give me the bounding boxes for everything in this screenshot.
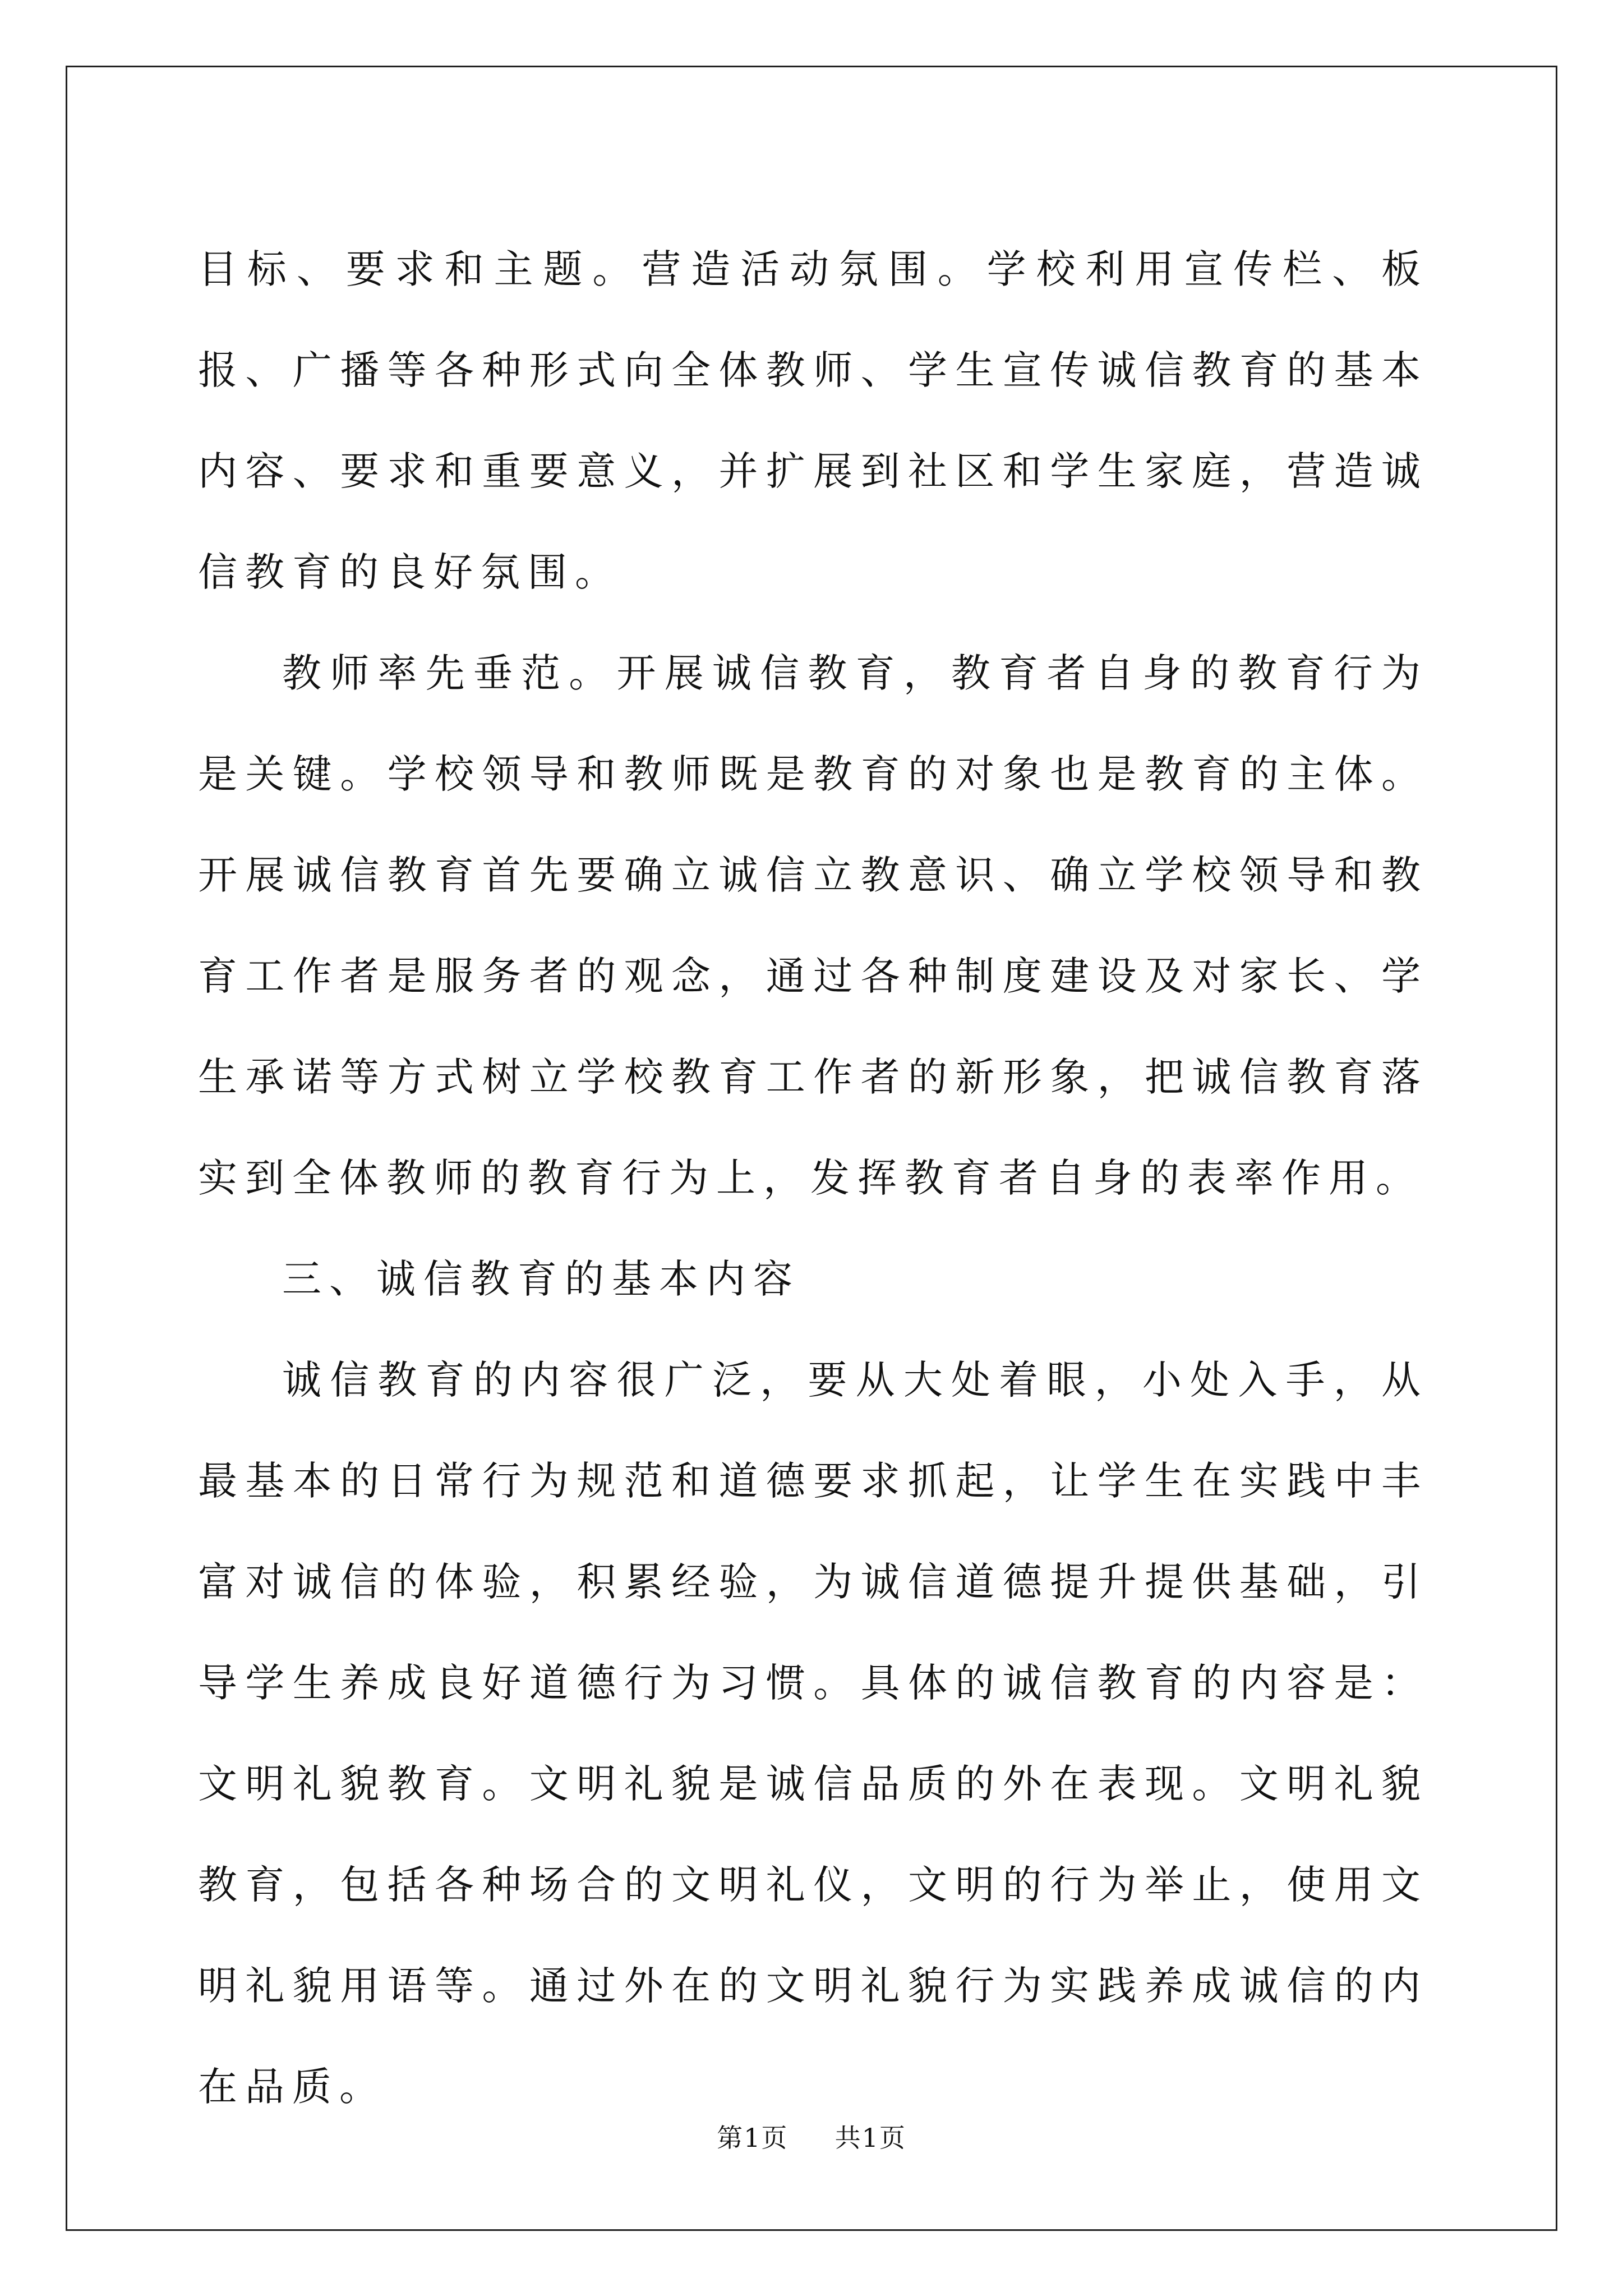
- page-number: 第1页: [717, 2123, 789, 2153]
- page-total: 共1页: [834, 2123, 906, 2153]
- document-body: [198, 219, 1428, 2137]
- section-heading: 三、诚信教育的基本内容: [282, 1256, 800, 1302]
- paragraph-2: 教师率先垂范。开展诚信教育，教育者自身的教育行为是关键。学校领导和教师既是教育的对象也是教育的主体。开展诚信教育首先要确立诚信立教意识、确立学校领导和教育工作者是服务者的观念，通过各种制度建设及对家长、学生承诺等方式树立学校教育工作者的新形象，把诚信教育落实到全体教师的教育行为上，发挥教育者自身的表率作用。: [198, 650, 1428, 1201]
- page-footer: [0, 2118, 1623, 2155]
- paragraph-1: 目标、要求和主题。营造活动氛围。学校利用宣传栏、板报、广播等各种形式向全体教师、学生宣传诚信教育的基本内容、要求和重要意义，并扩展到社区和学生家庭，营造诚信教育的良好氛围。: [198, 246, 1428, 595]
- paragraph-3: 诚信教育的内容很广泛，要从大处着眼，小处入手，从最基本的日常行为规范和道德要求抓起，让学生在实践中丰富对诚信的体验，积累经验，为诚信道德提升提供基础，引导学生养成良好道德行为习惯。具体的诚信教育的内容是：文明礼貌教育。文明礼貌是诚信品质的外在表现。文明礼貌教育，包括各种场合的文明礼仪，文明的行为举止，使用文明礼貌用语等。通过外在的文明礼貌行为实践养成诚信的内在品质。: [198, 1357, 1428, 2110]
